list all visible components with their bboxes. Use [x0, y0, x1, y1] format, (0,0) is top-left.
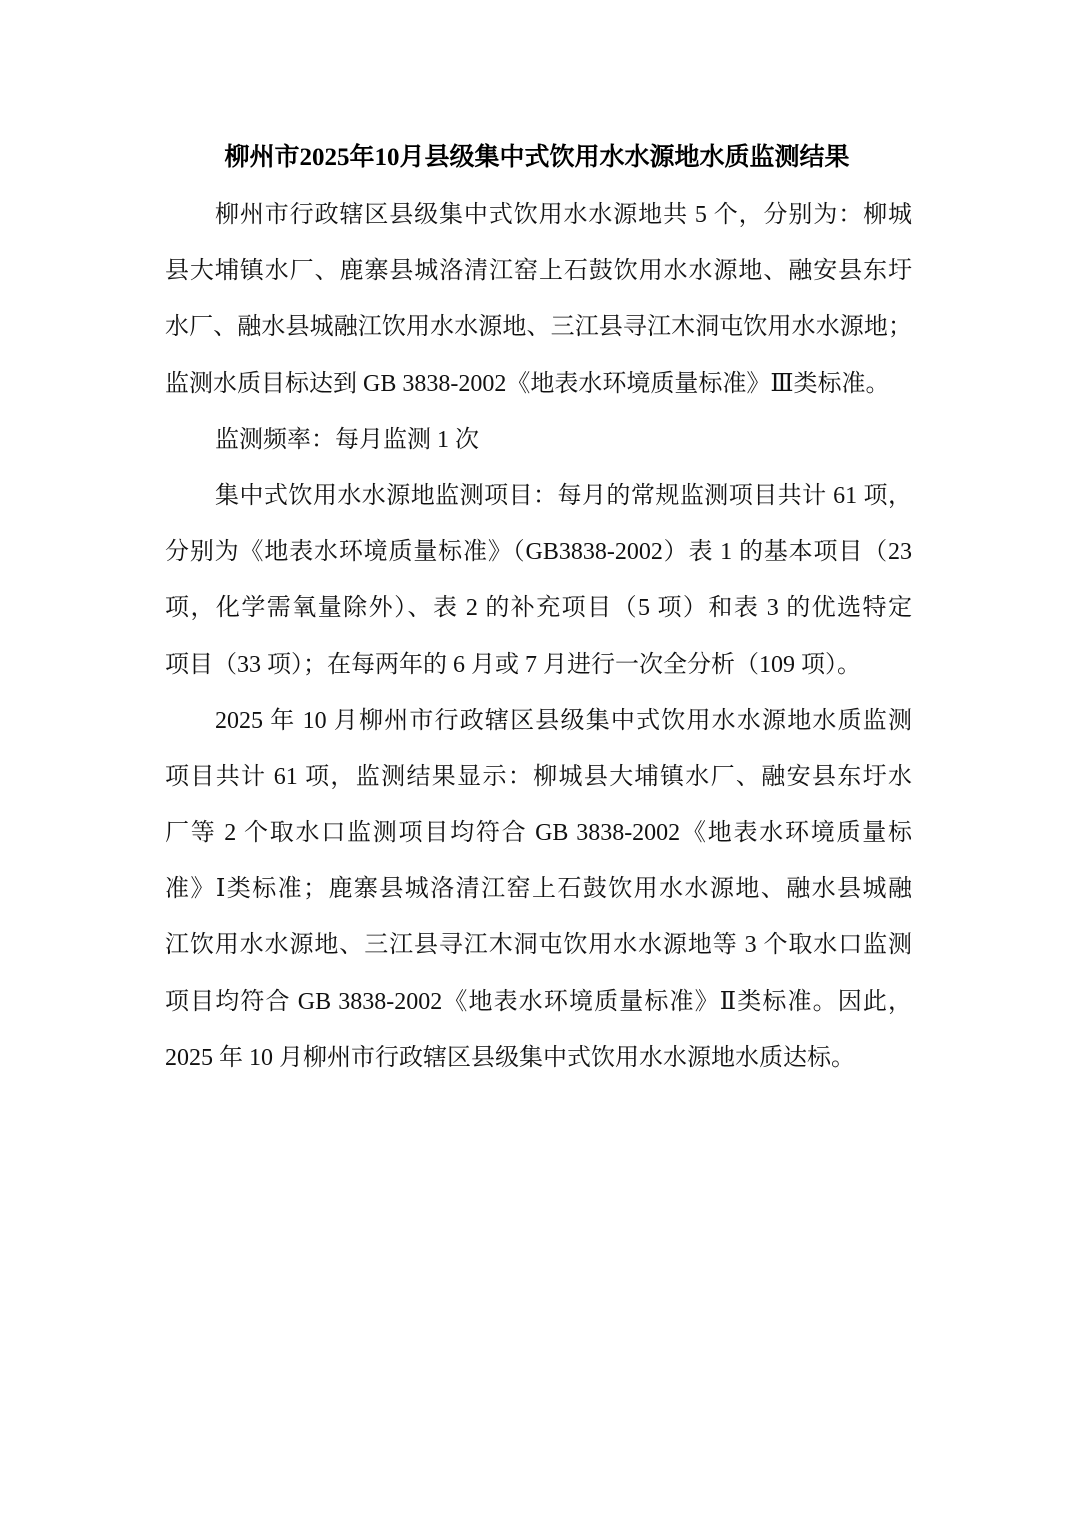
paragraph-3-line-4: 项目（33 项）；在每两年的 6 月或 7 月进行一次全分析（109 项）。	[165, 651, 861, 678]
paragraph-1-line-4: 监测水质目标达到 GB 3838-2002《地表水环境质量标准》Ⅲ类标准。	[165, 370, 890, 397]
document-body	[165, 187, 912, 1086]
paragraph-4-line-4: 准》Ⅰ类标准；鹿寨县城洛清江窑上石鼓饮用水水源地、融水县城融	[165, 876, 912, 903]
paragraph-source-list	[165, 187, 912, 412]
paragraph-3-line-1: 集中式饮用水水源地监测项目：每月的常规监测项目共计 61 项，	[215, 482, 912, 509]
paragraph-results	[165, 693, 912, 1086]
paragraph-1-line-3: 水厂、融水县城融江饮用水水源地、三江县寻江木洞屯饮用水水源地；	[165, 314, 912, 341]
paragraph-3-line-3: 项，化学需氧量除外）、表 2 的补充项目（5 项）和表 3 的优选特定	[165, 595, 912, 622]
paragraph-4-line-3: 厂等 2 个取水口监测项目均符合 GB 3838-2002《地表水环境质量标	[165, 820, 912, 847]
paragraph-4-line-7: 2025 年 10 月柳州市行政辖区县级集中式饮用水水源地水质达标。	[165, 1044, 855, 1071]
paragraph-1-line-2: 县大埔镇水厂、鹿寨县城洛清江窑上石鼓饮用水水源地、融安县东圩	[165, 258, 912, 285]
paragraph-4-line-6: 项目均符合 GB 3838-2002《地表水环境质量标准》Ⅱ类标准。因此，	[165, 988, 912, 1015]
paragraph-1-line-1: 柳州市行政辖区县级集中式饮用水水源地共 5 个，分别为：柳城	[215, 202, 912, 228]
paragraph-4-line-5: 江饮用水水源地、三江县寻江木洞屯饮用水水源地等 3 个取水口监测	[165, 932, 912, 959]
paragraph-monitoring-items	[165, 468, 912, 693]
paragraph-2-line-1: 监测频率：每月监测 1 次	[215, 426, 479, 453]
paragraph-frequency	[165, 412, 912, 468]
paragraph-3-line-2: 分别为《地表水环境质量标准》（GB3838-2002）表 1 的基本项目（23	[165, 539, 912, 566]
paragraph-4-line-1: 2025 年 10 月柳州市行政辖区县级集中式饮用水水源地水质监测	[215, 707, 912, 734]
paragraph-4-line-2: 项目共计 61 项，监测结果显示：柳城县大埔镇水厂、融安县东圩水	[165, 763, 912, 790]
document-title: 柳州市2025年10月县级集中式饮用水水源地水质监测结果	[224, 144, 850, 171]
